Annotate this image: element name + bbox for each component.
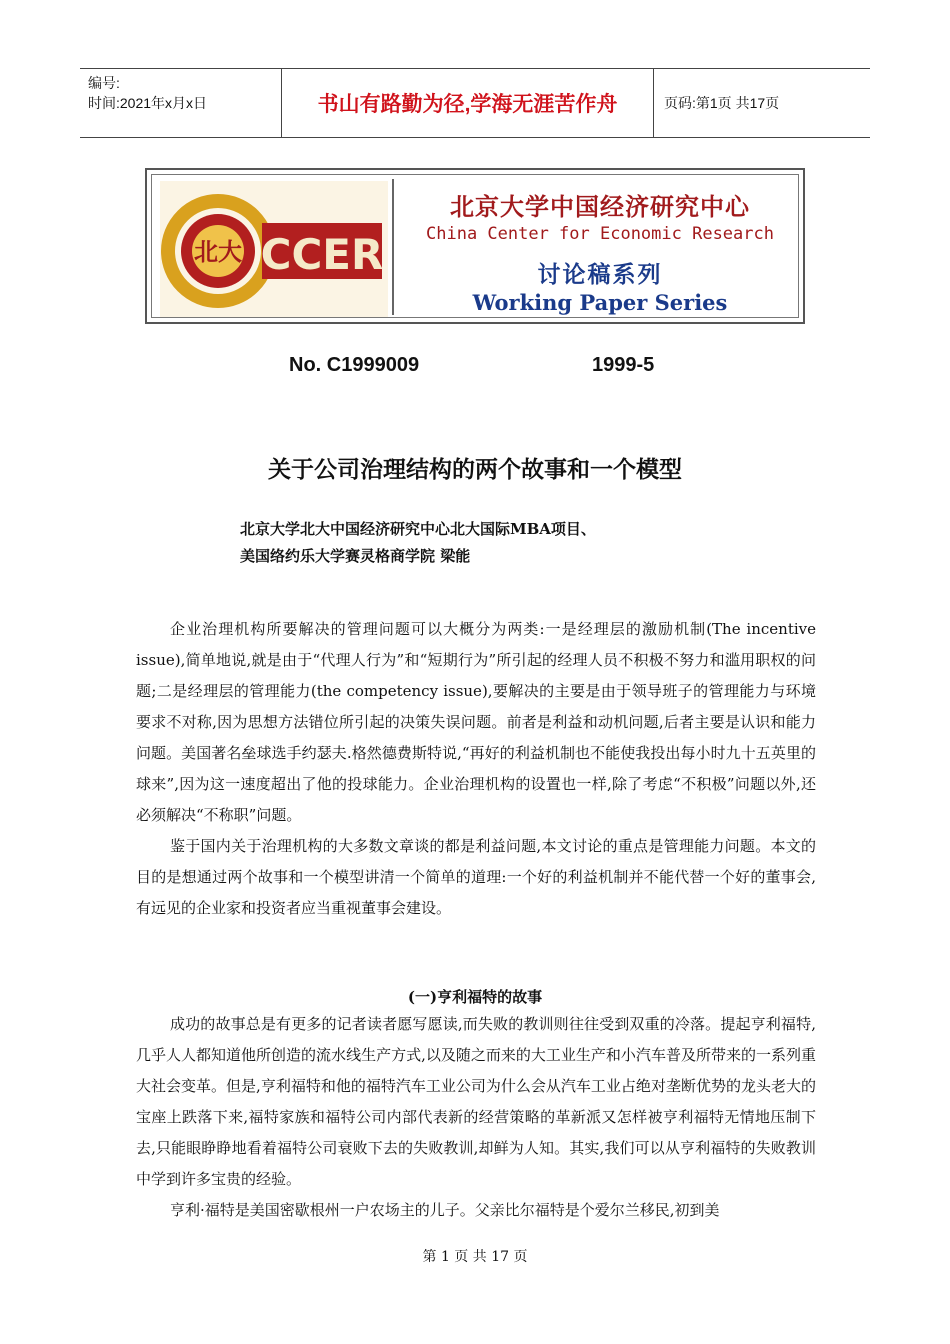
logo-badge-text: 北大 — [194, 237, 242, 266]
body-intro — [136, 614, 816, 924]
logo-wordmark: CCER — [260, 230, 384, 279]
banner-en-series: Working Paper Series — [472, 290, 728, 315]
banner-frame — [151, 174, 799, 318]
paragraph-3: 成功的故事总是有更多的记者读者愿写愿读,而失败的教训则往往受到双重的冷落。提起亨利福特,几乎人人都知道他所创造的流水线生产方式,以及随之而来的大工业生产和小汽车普及所带来的一系列重大社会变革。但是,亨利福特和他的福特汽车工业公司为什么会从汽车工业占绝对垄断优势的龙头老大的宝座上跌落下来,福特家族和福特公司内部代表新的经营策略的革新派又怎样被亨利福特无情地压制下去,只能眼睁睁地看着福特公司衰败下去的失败教训,却鲜为人知。其实,我们可以从亨利福特的失败教训中学到许多宝贵的经验。 — [136, 1015, 816, 1188]
paper-number: No. C1999009 — [289, 354, 420, 376]
paper-date: 1999-5 — [592, 354, 655, 376]
section-heading: (一)亨利福特的故事 — [407, 988, 543, 1006]
paper-title: 关于公司治理结构的两个故事和一个模型 — [268, 456, 682, 483]
ccer-logo — [160, 181, 388, 317]
paragraph-1: 企业治理机构所要解决的管理问题可以大概分为两类:一是经理层的激励机制(The incentive issue),简单地说,就是由于“代理人行为”和“短期行为”所引起的经理人员不积极不努力和滥用职权的问题;二是经理层的管理能力(the competency issue),要解决的主要是由于领导班子的管理能力与环境要求不对称,因为思想方法错位所引起的决策失误问题。前者是利益和动机问题,后者主要是认识和能力问题。美国著名垒球选手约瑟夫.格然德费斯特说,“再好的利益机制也不能使我投出每小时九十五英里的球来”,因为这一速度超出了他的投球能力。企业治理机构的设置也一样,除了考虑“不积极”问题以外,还必须解决“不称职”问题。 — [136, 620, 816, 824]
header-motto: 书山有路勤为径,学海无涯苦作舟 — [282, 69, 654, 137]
paragraph-4: 亨利·福特是美国密歇根州一户农场主的儿子。父亲比尔福特是个爱尔兰移民,初到美 — [170, 1201, 720, 1219]
author-affiliation-1: 北京大学北大中国经济研究中心北大国际MBA项目、 — [240, 520, 596, 538]
paragraph-2: 鉴于国内关于治理机构的大多数文章谈的都是利益问题,本文讨论的重点是管理能力问题。本文的目的是想通过两个故事和一个模型讲清一个简单的道理:一个好的利益机制并不能代替一个好的董事会,有远见的企业家和投资者应当重视董事会建设。 — [136, 837, 816, 917]
banner-divider — [392, 179, 394, 315]
ccer-logo-graphic — [160, 181, 388, 317]
page-footer: 第 1 页 共 17 页 — [422, 1249, 528, 1265]
ccer-banner — [145, 168, 805, 324]
banner-cn-center: 北京大学中国经济研究中心 — [450, 192, 750, 221]
banner-en-center: China Center for Economic Research — [426, 224, 774, 244]
banner-titles — [400, 179, 800, 315]
body-section-1 — [136, 1009, 816, 1226]
document-time-label: 时间:2021年x月x日 — [88, 95, 208, 111]
page-header — [80, 68, 870, 138]
document-number-label: 编号: — [88, 75, 120, 91]
header-page-label: 页码:第1页 共17页 — [664, 95, 780, 111]
banner-cn-series: 讨论稿系列 — [537, 261, 663, 288]
header-meta — [80, 69, 282, 137]
author-affiliation-2: 美国络约乐大学赛灵格商学院 梁能 — [240, 547, 471, 565]
